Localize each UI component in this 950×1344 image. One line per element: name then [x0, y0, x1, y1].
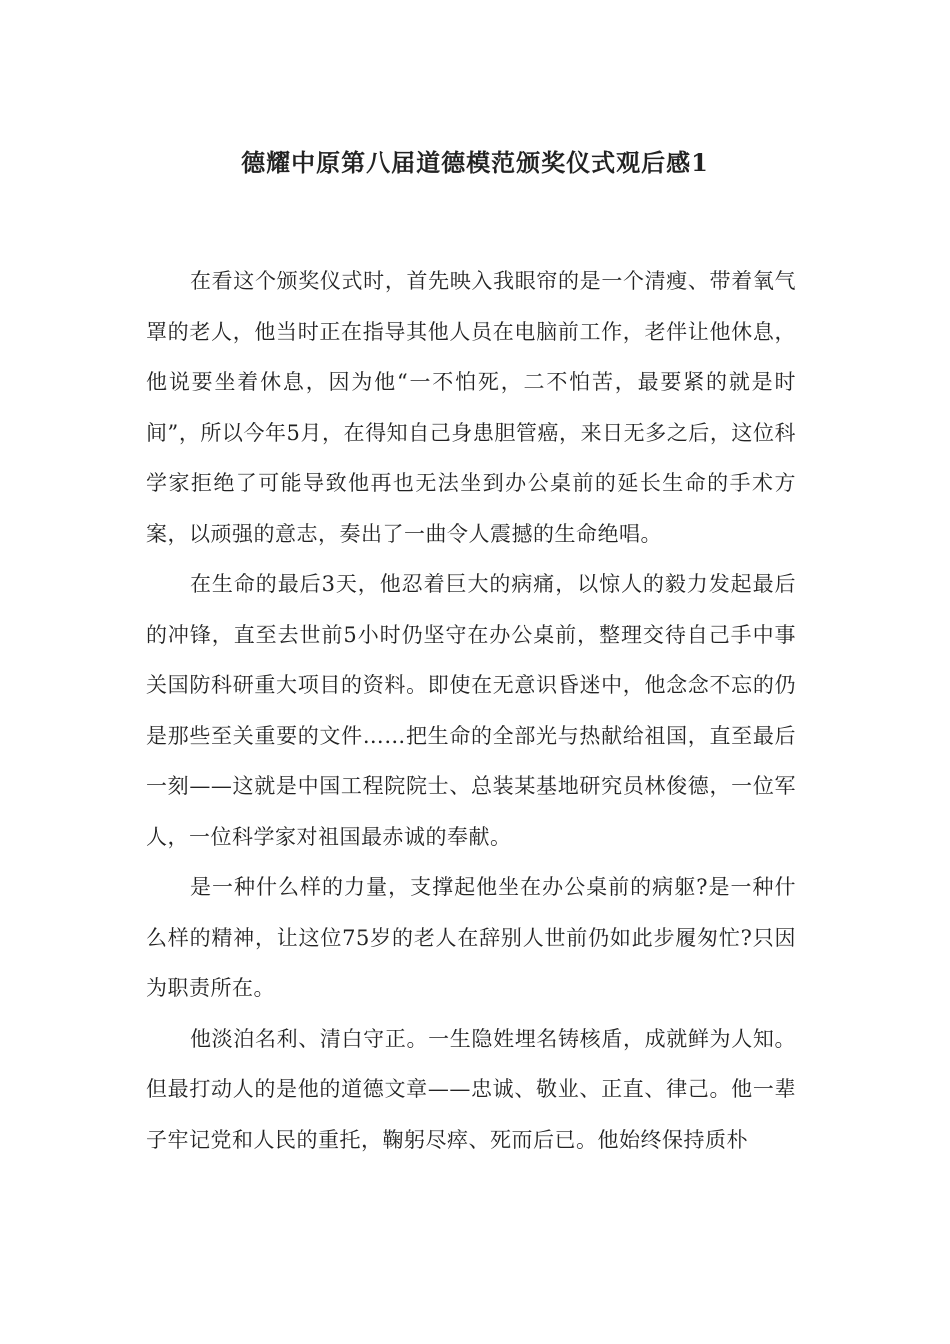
document-body	[146, 256, 796, 1165]
paragraph-2: 在生命的最后3天，他忍着巨大的病痛，以惊人的毅力发起最后的冲锋，直至去世前5小时仍坚守在办公桌前，整理交待自己手中事关国防科研重大项目的资料。即使在无意识昏迷中，他念念不忘的仍是那些至关重要的文件……把生命的全部光与热献给祖国，直至最后一刻——这就是中国工程院院士、总装某基地研究员林俊德，一位军人，一位科学家对祖国最赤诚的奉献。	[146, 572, 796, 849]
paragraph-4: 他淡泊名利、清白守正。一生隐姓埋名铸核盾，成就鲜为人知。但最打动人的是他的道德文章——忠诚、敬业、正直、律己。他一辈子牢记党和人民的重托，鞠躬尽瘁、死而后已。他始终保持质朴	[146, 1026, 796, 1152]
paragraph-3: 是一种什么样的力量，支撑起他坐在办公桌前的病躯?是一种什么样的精神，让这位75岁的老人在辞别人世前仍如此步履匆忙?只因为职责所在。	[146, 875, 796, 1000]
document-title: 德耀中原第八届道德模范颁奖仪式观后感1	[241, 148, 709, 177]
paragraph-1: 在看这个颁奖仪式时，首先映入我眼帘的是一个清瘦、带着氧气罩的老人，他当时正在指导其他人员在电脑前工作，老伴让他休息，他说要坐着休息，因为他“一不怕死，二不怕苦，最要紧的就是时间”，所以今年5月，在得知自己身患胆管癌，来日无多之后，这位科学家拒绝了可能导致他再也无法坐到办公桌前的延长生命的手术方案，以顽强的意志，奏出了一曲令人震撼的生命绝唱。	[146, 269, 796, 546]
